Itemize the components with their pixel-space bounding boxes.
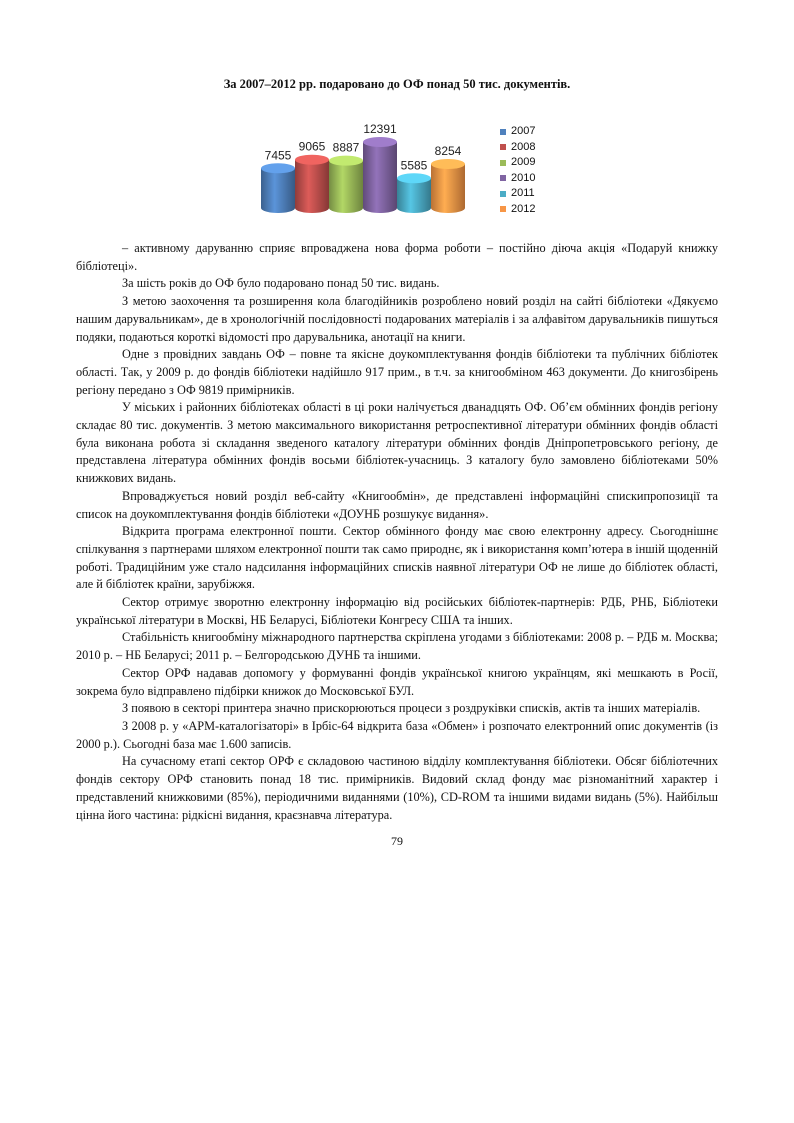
paragraph: Впроваджується новий розділ веб-сайту «Книгообмін», де представлені інформаційні спискипропозиції та список на доукомплектування фондів бібліотеки «ДОУНБ розшукує видання». [76,488,718,521]
body-text [76,240,718,824]
page-number: 79 [391,834,403,848]
legend-label: 2009 [511,156,536,168]
paragraph: З 2008 р. у «АРМ-каталогізаторі» в Ірбіс-64 відкрита база «Обмен» і розпочато електронний опис документів (із 2000 р.). Сьогодні база має 1.600 записів. [76,718,718,751]
legend-label: 2007 [511,125,536,137]
bar-body [261,168,295,213]
paragraph: З появою в секторі принтера значно прискорюються процеси з роздруківки списків, актів та інших матеріалів. [122,701,701,716]
data-label-2011: 5585 [400,158,428,173]
data-label-2009: 8887 [332,140,360,155]
chart-legend [500,124,535,217]
paragraph: За шість років до ОФ було подаровано понад 50 тис. видань. [122,276,440,291]
legend-item-2007 [500,124,535,140]
legend-swatch [500,144,506,150]
bar-body [431,164,465,213]
bar-cap [261,163,295,173]
paragraph: Одне з провідних завдань ОФ – повне та якісне доукомплектування фондів бібліотеки та публічних бібліотек області. Так, у 2009 р. до фондів бібліотеки надійшло 917 прим., в т.ч. за книгообміном 463 документи. До книгозбірень регіону передано з ОФ 9819 примірників. [76,347,718,397]
legend-item-2012 [500,202,535,218]
data-label-2012: 8254 [434,144,462,159]
legend-swatch [500,160,506,166]
bar-2008 [295,155,329,213]
bar-body [295,160,329,213]
paragraph: На сучасному етапі сектор ОРФ є складовою частиною відділу комплектування бібліотеки. Обсяг бібліотечних фондів сектору ОРФ становить понад 18 тис. примірників. Видовий склад фонду має різноманітний характер і представлений книжковими (85%), періодичними виданнями (10%), CD-ROM та іншими видами видань (5%). Найбільш цінна його частина: рідкісні видання, краєзнавча література. [76,754,718,822]
legend-swatch [500,191,506,197]
paragraph: Сектор отримує зворотню електронну інформацію від російських бібліотек-партнерів: РДБ, РНБ, Бібліотеки української літератури в Москві, НБ Беларусі, Бібліотеки Конгресу США та інших. [76,595,718,627]
paragraph: Відкрита програма електронної пошти. Сектор обмінного фонду має свою електронну адресу. Сьогоднішнє спілкування з партнерами шляхом електронної пошти так само природнє, як і використання комп’ютера в іншій щоденній роботі. Традиційним уже стало надсилання інформаційних списків наявної літератури ОФ не лише до бібліотек області, але й бібліотек країни, зарубіжжя. [76,524,718,592]
legend-item-2009 [500,155,535,171]
legend-label: 2012 [511,202,536,215]
bar-2010 [363,137,397,213]
bar-2011 [397,173,431,213]
legend-swatch [500,129,506,135]
bar-body [397,178,431,213]
paragraph: Сектор ОРФ надавав допомогу у формуванні фондів української книгою українцям, які мешкають в Росії, зокрема було відправлено підбірки книжок до Московської БУЛ. [76,665,718,698]
bar-2009 [329,156,363,213]
paragraph: З метою заохочення та розширення кола благодійників розроблено новий розділ на сайті бібліотеки «Дякуємо нашим дарувальникам», де в хронологічній послідовності подарованих матеріалів і за алфавітом дарувальників пишуться подяки, подаються короткі відомості про дарувальника, анотації на книги. [76,294,718,344]
legend-item-2008 [500,140,535,156]
data-label-2008: 9065 [298,139,326,154]
legend-item-2010 [500,171,535,187]
bar-body [329,161,363,213]
page-title: За 2007–2012 рр. подаровано до ОФ понад 50 тис. документів. [223,77,571,91]
bar-2007 [261,163,295,213]
data-label-2010: 12391 [363,122,397,136]
bar-2012 [431,159,465,213]
paragraph: У міських і районних бібліотеках області в ці роки налічується дванадцять ОФ. Об’єм обмінних фондів регіону складає 80 тис. документів. З метою максимального використання ретроспективної літератури обмінних фондів області була виконана робота зі складання зведеного каталогу літератури обмінних фондів Дніпропетровського регіону, де представлена література обмінних фондів восьми бібліотек-учасниць. З каталогу було замовлено бібліотеками 50% книжкових видань. [76,400,718,486]
paragraph: – активному даруванню сприяє впровадженa нова форма роботи – постійно діюча акція «Подаруй книжку бібліотеці». [76,241,718,273]
legend-item-2011 [500,186,535,202]
bar-cap [295,155,329,165]
bar-cap [397,173,431,183]
legend-label: 2011 [511,187,535,199]
legend-label: 2010 [511,171,536,184]
bar-cap [329,156,363,166]
paragraph: Стабільність книгообміну міжнародного партнерства скріплена угодами з бібліотеками: 2008 р. – РДБ м. Москва; 2010 р. – НБ Беларусі; 2011 р. – Белгородською ДУНБ та іншими. [76,630,718,663]
legend-swatch [500,175,506,181]
bar-cap [431,159,465,169]
legend-label: 2008 [511,140,536,153]
bar-cap [363,137,397,147]
chart-svg [255,112,500,224]
data-label-2007: 7455 [264,148,292,163]
legend-swatch [500,206,506,212]
bar-body [363,142,397,213]
